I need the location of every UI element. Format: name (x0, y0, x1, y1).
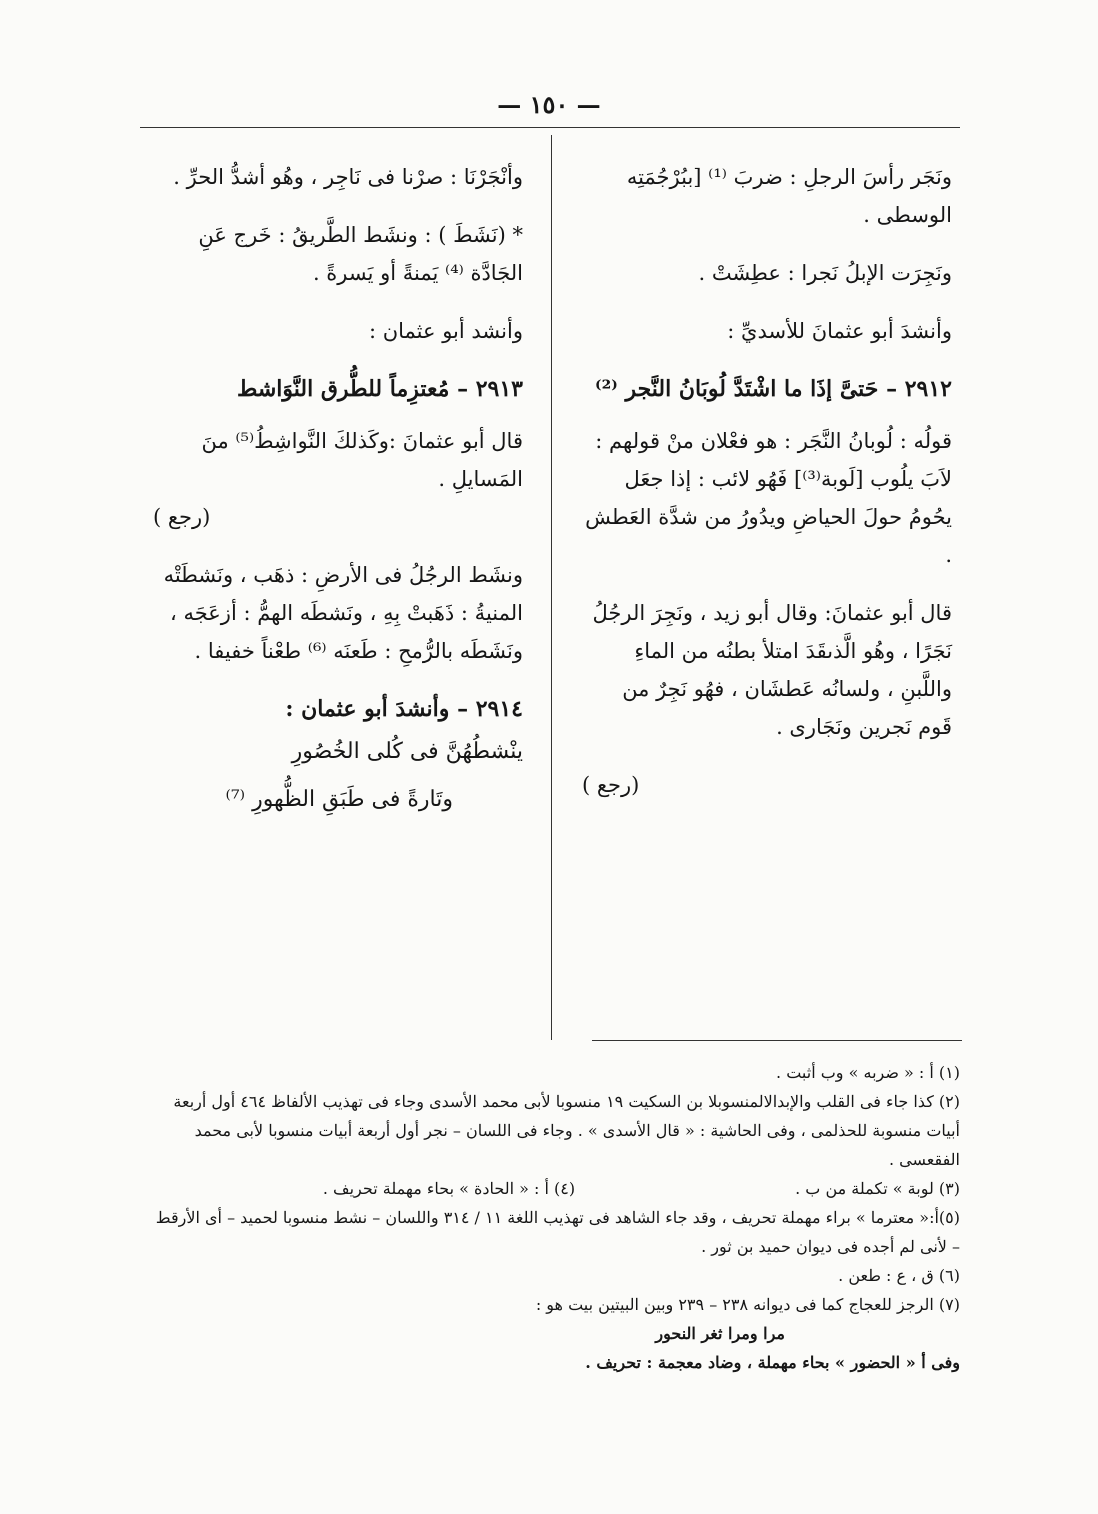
paragraph: ونَجَر رأسَ الرجلِ : ضربَ ⁽¹⁾ [ببُرْجُمَتِه الوسطى . (626, 165, 952, 227)
poem-line: وتَارةً فى طَبَقِ الظُّهورِ ⁽⁷⁾ (225, 787, 453, 812)
return-marker: (رجع ) (582, 773, 640, 797)
left-column (153, 158, 523, 826)
poem-line: ينْشطُهُنَّ فى كُلى الخُصُورِ (291, 739, 523, 764)
footnote-7-verse: مرا ومرا ثغر النحور (655, 1324, 785, 1343)
footnote-7-tail: وفى أ « الحضور » بحاء مهملة ، وضاد معجمة : تحريف . (585, 1353, 960, 1372)
paragraph: * (نَشَطَ ) : ونشَط الطَّريقُ : خَرج عَنِ الجَادَّة ⁽⁴⁾ يَمنةً أو يَسرةً . (198, 223, 523, 285)
paragraph: ونَجِرَت الإبلُ نَجرا : عطِشَتْ . (698, 261, 952, 285)
paragraph: وأنْجَرْنَا : صرْنا فى نَاجِر ، وهُو أشدُّ الحرِّ . (173, 165, 523, 189)
paragraph: وأنشدَ أبو عثمانَ للأسديِّ : (727, 319, 952, 343)
return-marker-row (153, 498, 523, 536)
return-marker: (رجع ) (153, 505, 211, 529)
paragraph: قال أبو عثمانَ :وكَذلكَ النَّواشِطُ⁽⁵⁾ منَ المَسايلِ . (201, 429, 523, 491)
paragraph: قال أبو عثمانَ: وقال أبو زيد ، ونَجِرَ الرجُلُ نَجَرًا ، وهُو الَّذىقَدَ امتلأ بطنُه من الماءِ واللَّبنِ ، ولسانُه عَطشَان ، فهُو نَجِرٌ من قَوم نَجرين ونَجَارى . (592, 601, 952, 739)
footnote-2: (٢) كذا جاء فى القلب والإبدالالمنسوبلا بن السكيت ١٩ منسوبا لأبى محمد الأسدى وجاء فى تهذيب الألفاظ ٤٦٤ أول أربعة أبيات منسوبة للحذلمى ، وفى الحاشية : « قال الأسدى » . وجاء فى اللسان – نجر أول أربعة أبيات منسوبا لأبى محمد الفقعسى . (173, 1092, 960, 1169)
paragraph: وأنشد أبو عثمان : (368, 319, 523, 343)
verse-2912: ٢٩١٢ – حَتىَّ إذَا ما اشْتَدَّ لُوبَانُ النَّجر ⁽²⁾ (595, 376, 952, 402)
footnote-5: (٥)أ:« معترما » براء مهملة تحريف ، وقد جاء الشاهد فى تهذيب اللغة ١١ / ٣١٤ واللسان – نشط منسوبا لحميد – أى الأرقط – لأنى لم أجده فى ديوان حميد بن ثور . (155, 1208, 960, 1256)
footnotes (150, 1058, 960, 1377)
paragraph: قولُه : لُوبانُ النَّجَر : هو فعْلان منْ قولهم : لاَبَ يلُوب [لَوبة⁽³⁾] فَهُو لائب : إذا جعَل يحُومُ حولَ الحياضِ ويدُورُ من شدَّة العَطش . (585, 429, 952, 567)
footnote-7: (٧) الرجز للعجاج كما فى ديوانه ٢٣٨ – ٢٣٩ وبين البيتين بيت هو : (535, 1295, 960, 1314)
header-rule (140, 127, 960, 128)
footnote-1: (١) أ : « ضربه » وب أثبت . (776, 1063, 960, 1082)
footnote-4: (٤) أ : « الحادة » بحاء مهملة تحريف . (322, 1179, 576, 1198)
footnote-rule (592, 1040, 962, 1041)
right-column (582, 158, 952, 824)
verse-2913: ٢٩١٣ – مُعتزِماً للطُّرق النَّوَاشط (236, 376, 523, 402)
verse-2914: ٢٩١٤ – وأنشدَ أبو عثمان : (285, 696, 523, 722)
column-divider (551, 135, 552, 1040)
page-number: — ١٥٠ — (497, 90, 601, 119)
paragraph: ونشَط الرجُلُ فى الأرضِ : ذهَب ، ونَشطَتْه المنيةُ : ذَهَبتْ بِهِ ، ونَشطَه الهمُّ : أزعَجَه ، ونَشَطَه بالرُّمحِ : طَعنَه ⁽⁶⁾ طعْناً خفيفا . (163, 563, 523, 663)
footnote-6: (٦) ق ، ع : طعن . (838, 1266, 960, 1285)
footnote-row (150, 1174, 960, 1203)
footnote-3: (٣) لوبة » تكملة من ب . (795, 1179, 960, 1198)
